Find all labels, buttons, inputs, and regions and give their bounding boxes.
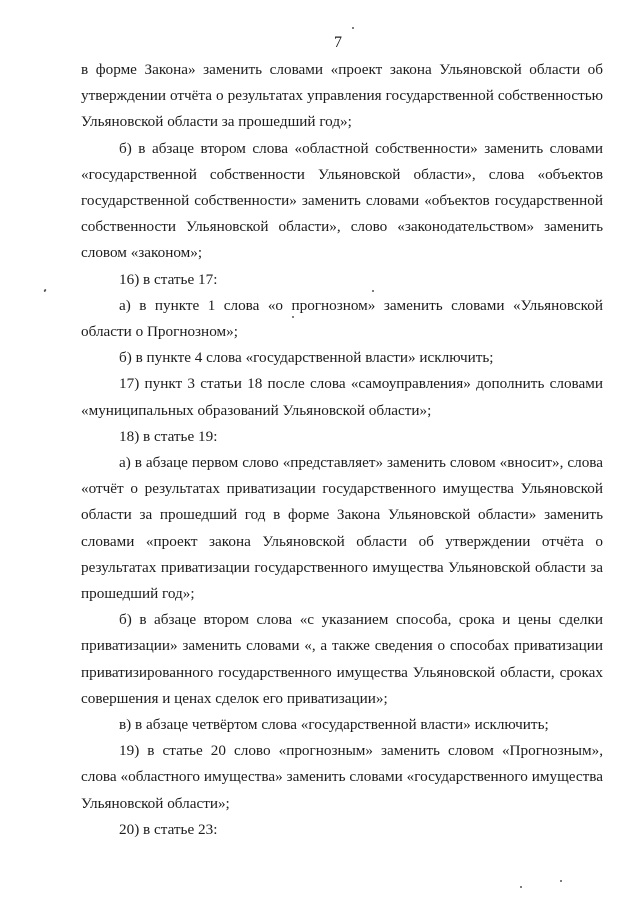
scan-speck [43, 289, 46, 293]
page-number: 7 [334, 34, 342, 51]
paragraph: 17) пункт 3 статьи 18 после слова «самоуправления» дополнить словами «муниципальных образований Ульяновской области»; [81, 375, 603, 419]
paragraph: б) в пункте 4 слова «государственной власти» исключить; [119, 349, 494, 367]
scan-speck [372, 290, 374, 292]
paragraph: в) в абзаце четвёртом слова «государственной власти» исключить; [119, 716, 549, 734]
paragraph: а) в пункте 1 слова «о прогнозном» заменить словами «Ульяновской области о Прогнозном»; [81, 296, 603, 341]
paragraph: в форме Закона» заменить словами «проект закона Ульяновской области об утверждении отчёта о результатах управления государственной собственностью Ульяновской области за прошедший год»; [81, 61, 603, 131]
scan-speck [352, 27, 354, 29]
scan-speck [292, 316, 294, 318]
scan-speck [520, 886, 522, 888]
paragraph: а) в абзаце первом слово «представляет» заменить словом «вносит», слова «отчёт о результатах приватизации государственного имущества Ульяновской области за прошедший год в форме Закона Ульяновской области» заменить словами «проект закона Ульяновской области об утверждении отчёта о результатах приватизации государственного имущества Ульяновской области за прошедший год»; [81, 454, 603, 603]
paragraph: б) в абзаце втором слова «с указанием способа, срока и цены сделки приватизации» заменить словами «, а также сведения о способах приватизации приватизированного государственного имущества Ульяновской области, сроках совершения и ценах сделок его приватизации»; [81, 611, 603, 707]
scan-speck [560, 880, 562, 882]
paragraph: 16) в статье 17: [119, 270, 218, 288]
paragraph: 19) в статье 20 слово «прогнозным» заменить словом «Прогнозным», слова «областного имущества» заменить словами «государственного имущества Ульяновской области»; [81, 742, 603, 812]
document-body [81, 57, 603, 843]
paragraph: б) в абзаце втором слова «областной собственности» заменить словами «государственной собственности Ульяновской области», слова «объектов государственной собственности» заменить словами «объектов государственной собственности Ульяновской области», слово «законодательством» заменить словом «законом»; [81, 139, 603, 262]
paragraph: 18) в статье 19: [119, 427, 218, 445]
paragraph: 20) в статье 23: [119, 820, 218, 838]
